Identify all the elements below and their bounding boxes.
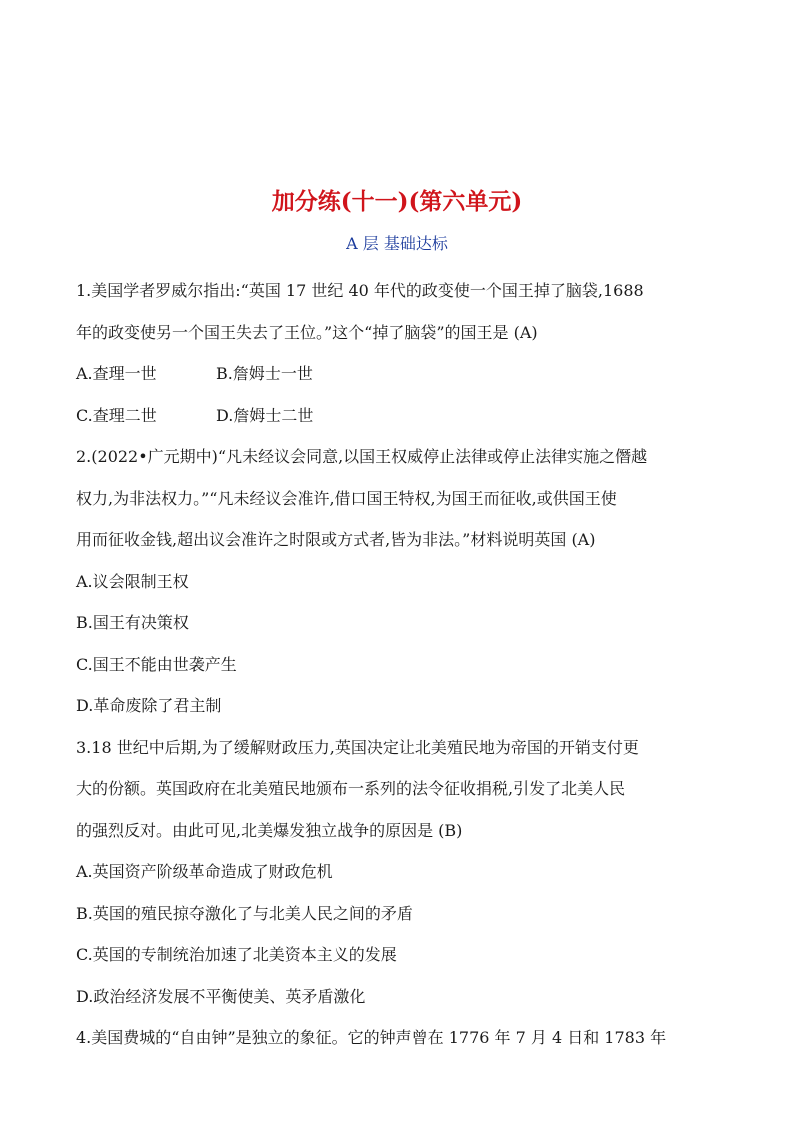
option-c: C.查理二世 — [76, 405, 157, 425]
option-row — [76, 353, 722, 395]
option-d: D.詹姆士二世 — [216, 405, 314, 425]
question-text-line: 1.美国学者罗威尔指出:“英国 17 世纪 40 年代的政变使一个国王掉了脑袋,1688 — [76, 281, 644, 300]
option-b: B.詹姆士一世 — [216, 364, 313, 383]
option-b: B.国王有决策权 — [76, 613, 189, 632]
page-title: 加分练(十一)(第六单元) — [271, 188, 523, 215]
option-a: A.议会限制王权 — [76, 571, 189, 591]
question-text-line: 权力,为非法权力。”“凡未经议会准许,借口国王特权,为国王而征收,或供国王使 — [76, 488, 617, 508]
option-a: A.英国资产阶级革命造成了财政危机 — [76, 862, 333, 881]
question-list — [76, 270, 722, 1059]
option-d: D.政治经济发展不平衡使美、英矛盾激化 — [76, 986, 366, 1006]
question-text-line: 4.美国费城的“自由钟”是独立的象征。它的钟声曾在 1776 年 7 月 4 日和 1783 年 — [76, 1028, 667, 1047]
question-4 — [76, 1017, 722, 1059]
question-1 — [76, 270, 722, 436]
question-3 — [76, 727, 722, 1018]
question-text-line: 的强烈反对。由此可见,北美爆发独立战争的原因是 (B) — [76, 820, 463, 840]
option-b: B.英国的殖民掠夺激化了与北美人民之间的矛盾 — [76, 903, 413, 923]
question-text-line: 年的政变使另一个国王失去了王位。”这个“掉了脑袋”的国王是 (A) — [76, 322, 538, 342]
question-text-line: 3.18 世纪中后期,为了缓解财政压力,英国决定让北美殖民地为帝国的开销支付更 — [76, 737, 639, 757]
option-a: A.查理一世 — [76, 364, 157, 383]
question-text-line: 大的份额。英国政府在北美殖民地颁布一系列的法令征收捐税,引发了北美人民 — [76, 779, 626, 798]
option-d: D.革命废除了君主制 — [76, 696, 222, 715]
question-text-line: 2.(2022•广元期中)“凡未经议会同意,以国王权威停止法律或停止法律实施之僭越 — [76, 447, 648, 466]
option-c: C.英国的专制统治加速了北美资本主义的发展 — [76, 945, 397, 964]
section-heading: A 层 基础达标 — [346, 234, 448, 253]
option-row — [76, 395, 722, 437]
option-c: C.国王不能由世袭产生 — [76, 654, 237, 674]
question-2 — [76, 436, 722, 727]
question-text-line: 用而征收金钱,超出议会准许之时限或方式者,皆为非法。”材料说明英国 (A) — [76, 530, 596, 549]
